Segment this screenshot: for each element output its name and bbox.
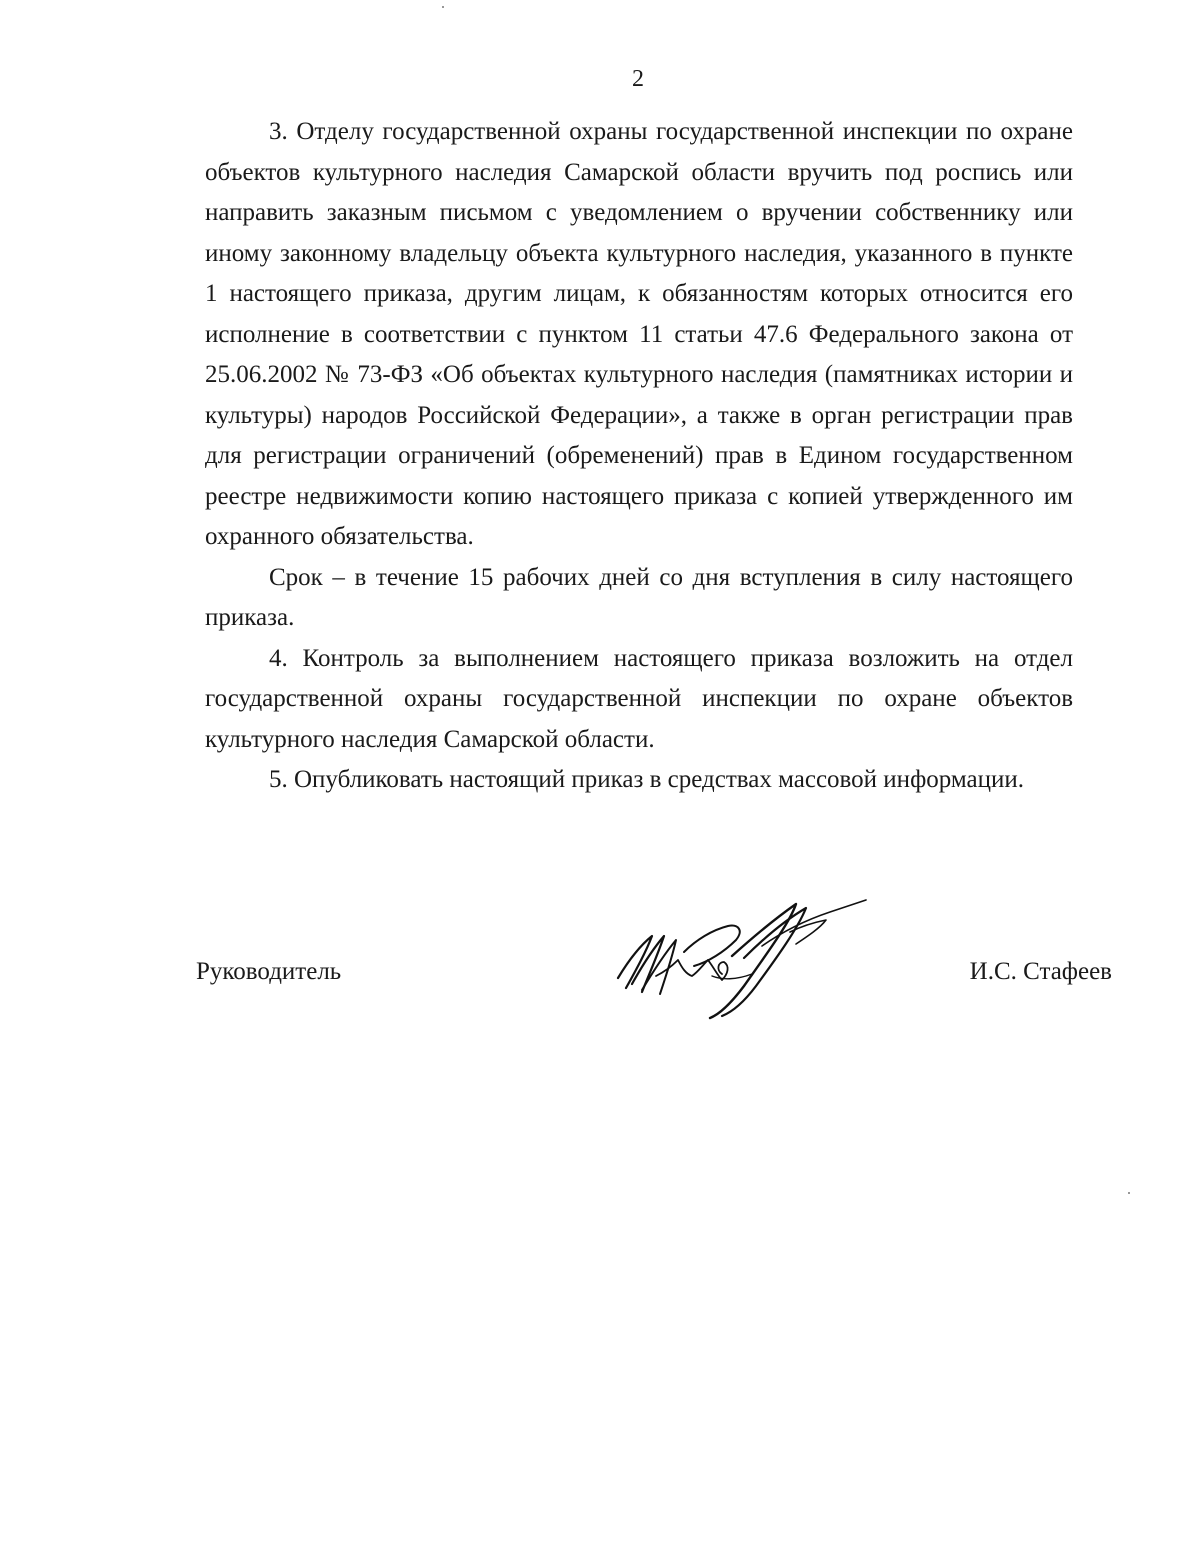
scan-artifact — [1128, 1192, 1130, 1194]
document-body — [205, 112, 1073, 801]
paragraph-deadline: Срок – в течение 15 рабочих дней со дня вступления в силу настоящего приказа. — [205, 563, 1073, 631]
page-number: 2 — [632, 66, 644, 92]
signer-position: Руководитель — [196, 958, 342, 985]
paragraph-item-4: 4. Контроль за выполнением настоящего приказа возложить на отдел государственной охраны государственной инспекции по охране объектов культурного наследия Самарской области. — [205, 644, 1073, 753]
paragraph-item-5: 5. Опубликовать настоящий приказ в средствах массовой информации. — [269, 766, 1025, 793]
signer-name: И.С. Стафеев — [969, 958, 1112, 985]
scan-artifact — [442, 6, 444, 8]
paragraph-item-3: 3. Отделу государственной охраны государственной инспекции по охране объектов культурного наследия Самарской области вручить под роспись или направить заказным письмом с уведомлением о вручении собственнику или иному законному владельцу объекта культурного наследия, указанного в пункте 1 настоящего приказа, другим лицам, к обязанностям которых относится его исполнение в соответствии с пунктом 11 статьи 47.6 Федерального закона от 25.06.2002 № 73-ФЗ «Об объектах культурного наследия (памятниках истории и культуры) народов Российской Федерации», а также в орган регистрации прав для регистрации ограничений (обременений) прав в Едином государственном реестре недвижимости копию настоящего приказа с копией утвержденного им охранного обязательства. — [205, 118, 1073, 550]
handwritten-signature — [612, 896, 868, 1020]
